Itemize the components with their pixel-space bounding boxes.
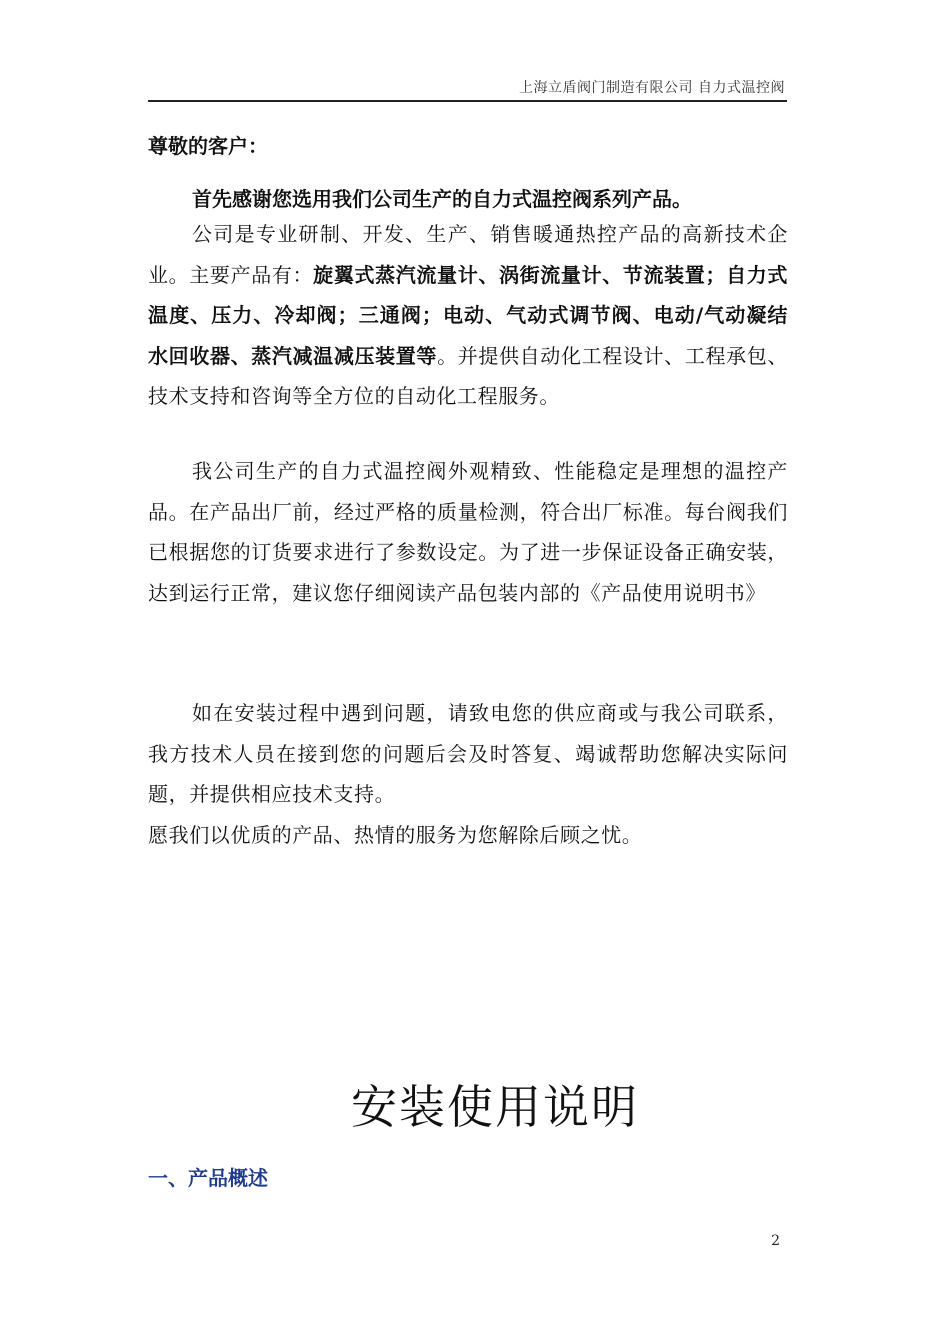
support-paragraph <box>148 693 788 855</box>
intro-tail: 。并提供自动化工程设计、工程承包、技术支持和咨询等全方位的自动化工程服务。 <box>148 343 789 408</box>
letter-thanks: 首先感谢您选用我们公司生产的自力式温控阀系列产品。 <box>192 187 692 211</box>
running-header: 上海立盾阀门制造有限公司 自力式温控阀 <box>519 80 785 96</box>
header-rule <box>148 100 787 102</box>
support-text: 如在安装过程中遇到问题，请致电您的供应商或与我公司联系，我方技术人员在接到您的问题后会及时答复、竭诚帮助您解决实际问题，并提供相应技术支持。 <box>148 701 788 806</box>
quality-paragraph <box>148 451 788 613</box>
letter-greeting: 尊敬的客户： <box>148 134 268 158</box>
quality-text: 我公司生产的自力式温控阀外观精致、性能稳定是理想的温控产品。在产品出厂前，经过严格的质量检测，符合出厂标准。每台阀我们已根据您的订货要求进行了参数设定。为了进一步保证设备正确安装，达到运行正常，建议您仔细阅读产品包装内部的《产品使用说明书》 <box>148 459 788 605</box>
product-list: 旋翼式蒸汽流量计、涡街流量计、节流装置；自力式温度、压力、冷却阀；三通阀；电动、气动式调节阀、电动/气动凝结水回收器、蒸汽减温减压装置等 <box>148 262 788 368</box>
page-number: 2 <box>771 1233 780 1249</box>
section-title: 安装使用说明 <box>351 1080 639 1134</box>
company-intro-text <box>148 214 788 417</box>
company-intro-paragraph <box>148 214 788 417</box>
section-subheading: 一、产品概述 <box>148 1166 268 1190</box>
intro-lead: 公司是专业研制、开发、生产、销售暖通热控产品的高新技术企业。主要产品有： <box>148 222 788 287</box>
closing-text: 愿我们以优质的产品、热情的服务为您解除后顾之忧。 <box>148 822 643 847</box>
